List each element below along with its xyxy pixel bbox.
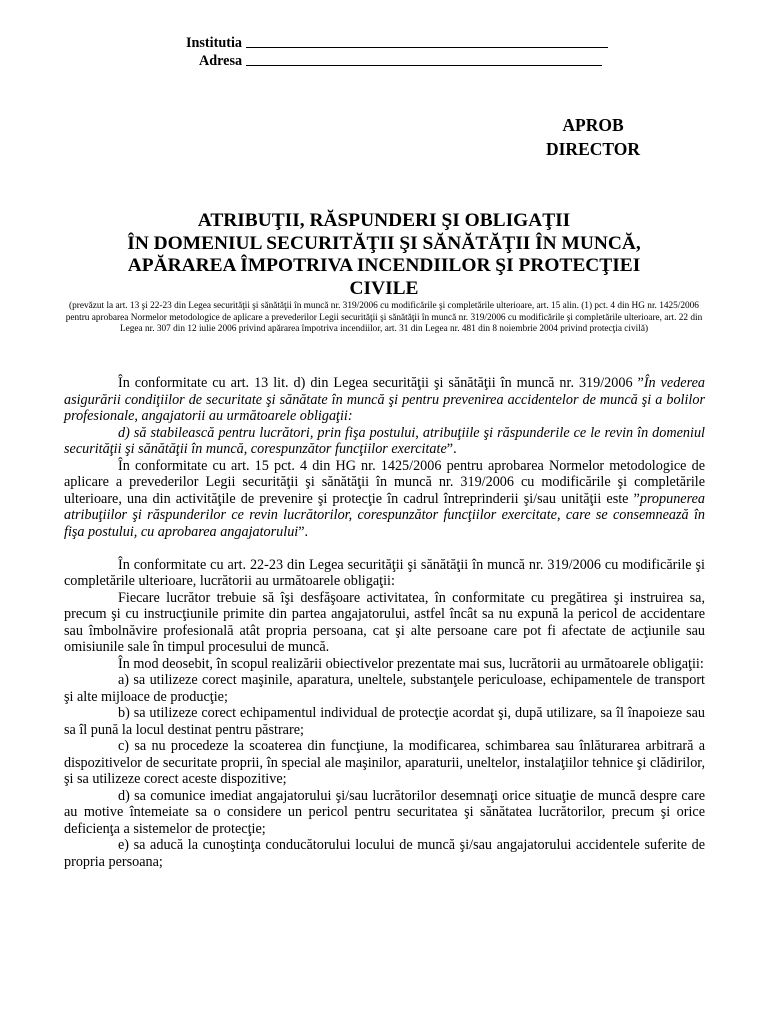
title-line-4: CIVILE xyxy=(349,277,419,299)
legal-basis-note: (prevăzut la art. 13 şi 22-23 din Legea securităţii şi sănătăţii în muncă nr. 319/2006 cu modificările şi completările ulterioare, art. 15 alin. (1) pct. 4 din HG nr. 1425/2006 pentru aprobarea Normelor metodologice de aplicare a prevederilor Legii securităţii şi sănătăţii în muncă nr. 319/2006 cu modificările şi completările ulterioare, art. 22 din Legea nr. 307 din 12 iulie 2006 privind apărarea împotriva incendiilor, art. 31 din Legea nr. 481 din 8 noiembrie 2004 privind protecţia civilă) xyxy=(65,301,703,334)
document-body xyxy=(64,375,705,870)
obligation-item-d: d) sa comunice imediat angajatorului şi/sau lucrătorilor desemnaţi orice situaţie de muncă despre care au motive întemeiate sa o considere un pericol pentru securitatea şi sănătatea lucrătorilor, precum şi orice deficienţa a sistemelor de protecţie; xyxy=(64,787,705,837)
p1-intro: În conformitate cu art. 13 lit. d) din Legea securităţii şi sănătăţii în muncă nr. 319/2006 ” xyxy=(118,375,644,391)
paragraph-6: În mod deosebit, în scopul realizării obiectivelor prezentate mai sus, lucrătorii au următoarele obligaţii: xyxy=(118,655,704,672)
approval-line-1: APROB xyxy=(562,115,624,135)
institution-blank xyxy=(246,35,608,48)
institution-label: Institutia xyxy=(186,35,242,51)
header-fields xyxy=(186,34,608,70)
address-label: Adresa xyxy=(199,53,243,69)
title-line-2: ÎN DOMENIUL SECURITĂŢII ŞI SĂNĂTĂŢII ÎN MUNCĂ, xyxy=(127,232,641,254)
paragraph-3 xyxy=(64,458,705,541)
paragraph-4: În conformitate cu art. 22-23 din Legea securităţii şi sănătăţii în muncă nr. 319/2006 cu modificările şi completările ulterioare, lucrătorii au următoarele obligaţii: xyxy=(64,556,705,589)
title-line-1: ATRIBUŢII, RĂSPUNDERI ŞI OBLIGAŢII xyxy=(197,210,571,231)
approval-line-2: DIRECTOR xyxy=(545,139,640,159)
title-line-3: APĂRAREA ÎMPOTRIVA INCENDIILOR ŞI PROTECŢIEI xyxy=(127,255,641,276)
p2-end: ”. xyxy=(446,441,457,457)
obligation-item-c: c) sa nu procedeze la scoaterea din funcţiune, la modificarea, schimbarea sau înlăturarea arbitrară a dispozitivelor de securitate proprii, în special ale maşinilor, aparaturii, uneltelor, instalaţiilor tehnice şi clădirilor, şi sa utilizeze corect aceste dispozitive; xyxy=(64,738,705,787)
p3-intro: În conformitate cu art. 15 pct. 4 din HG nr. 1425/2006 pentru aprobarea Normelor metodologice de aplicare a prevederilor Legii securităţii şi sănătăţii în muncă nr. 319/2006 cu modificările şi completările ulterioare, una din activităţile de prevenire şi protecţie în cadrul întreprinderii şi/sau unităţii este ” xyxy=(64,457,705,507)
institution-line xyxy=(186,34,608,52)
p3-quote: propunerea atribuţiilor şi răspunderilor ce revin lucrătorilor, corespunzător funcţiilor exercitate, care se consemnează în fişa postului, cu aprobarea angajatorului xyxy=(64,490,705,540)
obligation-item-e: e) sa aducă la cunoştinţa conducătorului locului de muncă şi/sau angajatorului accidentele suferite de propria persoana; xyxy=(64,837,705,870)
p2-quote: d) să stabilească pentru lucrători, prin fişa postului, atribuţiile şi răspunderile ce le revin în domeniul securităţii şi sănătăţii în muncă, corespunzător funcţiilor exercitate xyxy=(64,424,705,457)
p3-end: ”. xyxy=(298,523,309,540)
obligation-item-b: b) sa utilizeze corect echipamentul individual de protecţie acordat şi, după utilizare, sa îl înapoieze sau sa îl pună la locul destinat pentru păstrare; xyxy=(64,705,705,738)
approval-block xyxy=(536,113,650,161)
obligation-item-a: a) sa utilizeze corect maşinile, aparatura, uneltele, substanţele periculoase, echipamentele de transport şi alte mijloace de producţie; xyxy=(64,672,705,705)
paragraph-1 xyxy=(64,375,705,425)
paragraph-5: Fiecare lucrător trebuie să îşi desfăşoare activitatea, în conformitate cu pregătirea şi instruirea sa, precum şi cu instrucţiunile primite din partea angajatorului, astfel încât sa nu expună la pericol de accidentare sau îmbolnăvire profesională atât propria persoana, cat şi alte persoane care pot fi afectate de acţiunile sau omisiunile sale în timpul procesului de muncă. xyxy=(64,589,705,655)
document-title xyxy=(90,210,678,300)
p1-quote: În vederea asigurării condiţiilor de securitate şi sănătate în muncă şi pentru prevenirea accidentelor de muncă şi a bolilor profesionale, angajatorii au următoarele obligaţii: xyxy=(64,375,705,424)
spacer xyxy=(64,540,705,557)
address-blank xyxy=(246,53,602,66)
paragraph-2 xyxy=(64,425,705,458)
address-line xyxy=(186,52,608,70)
